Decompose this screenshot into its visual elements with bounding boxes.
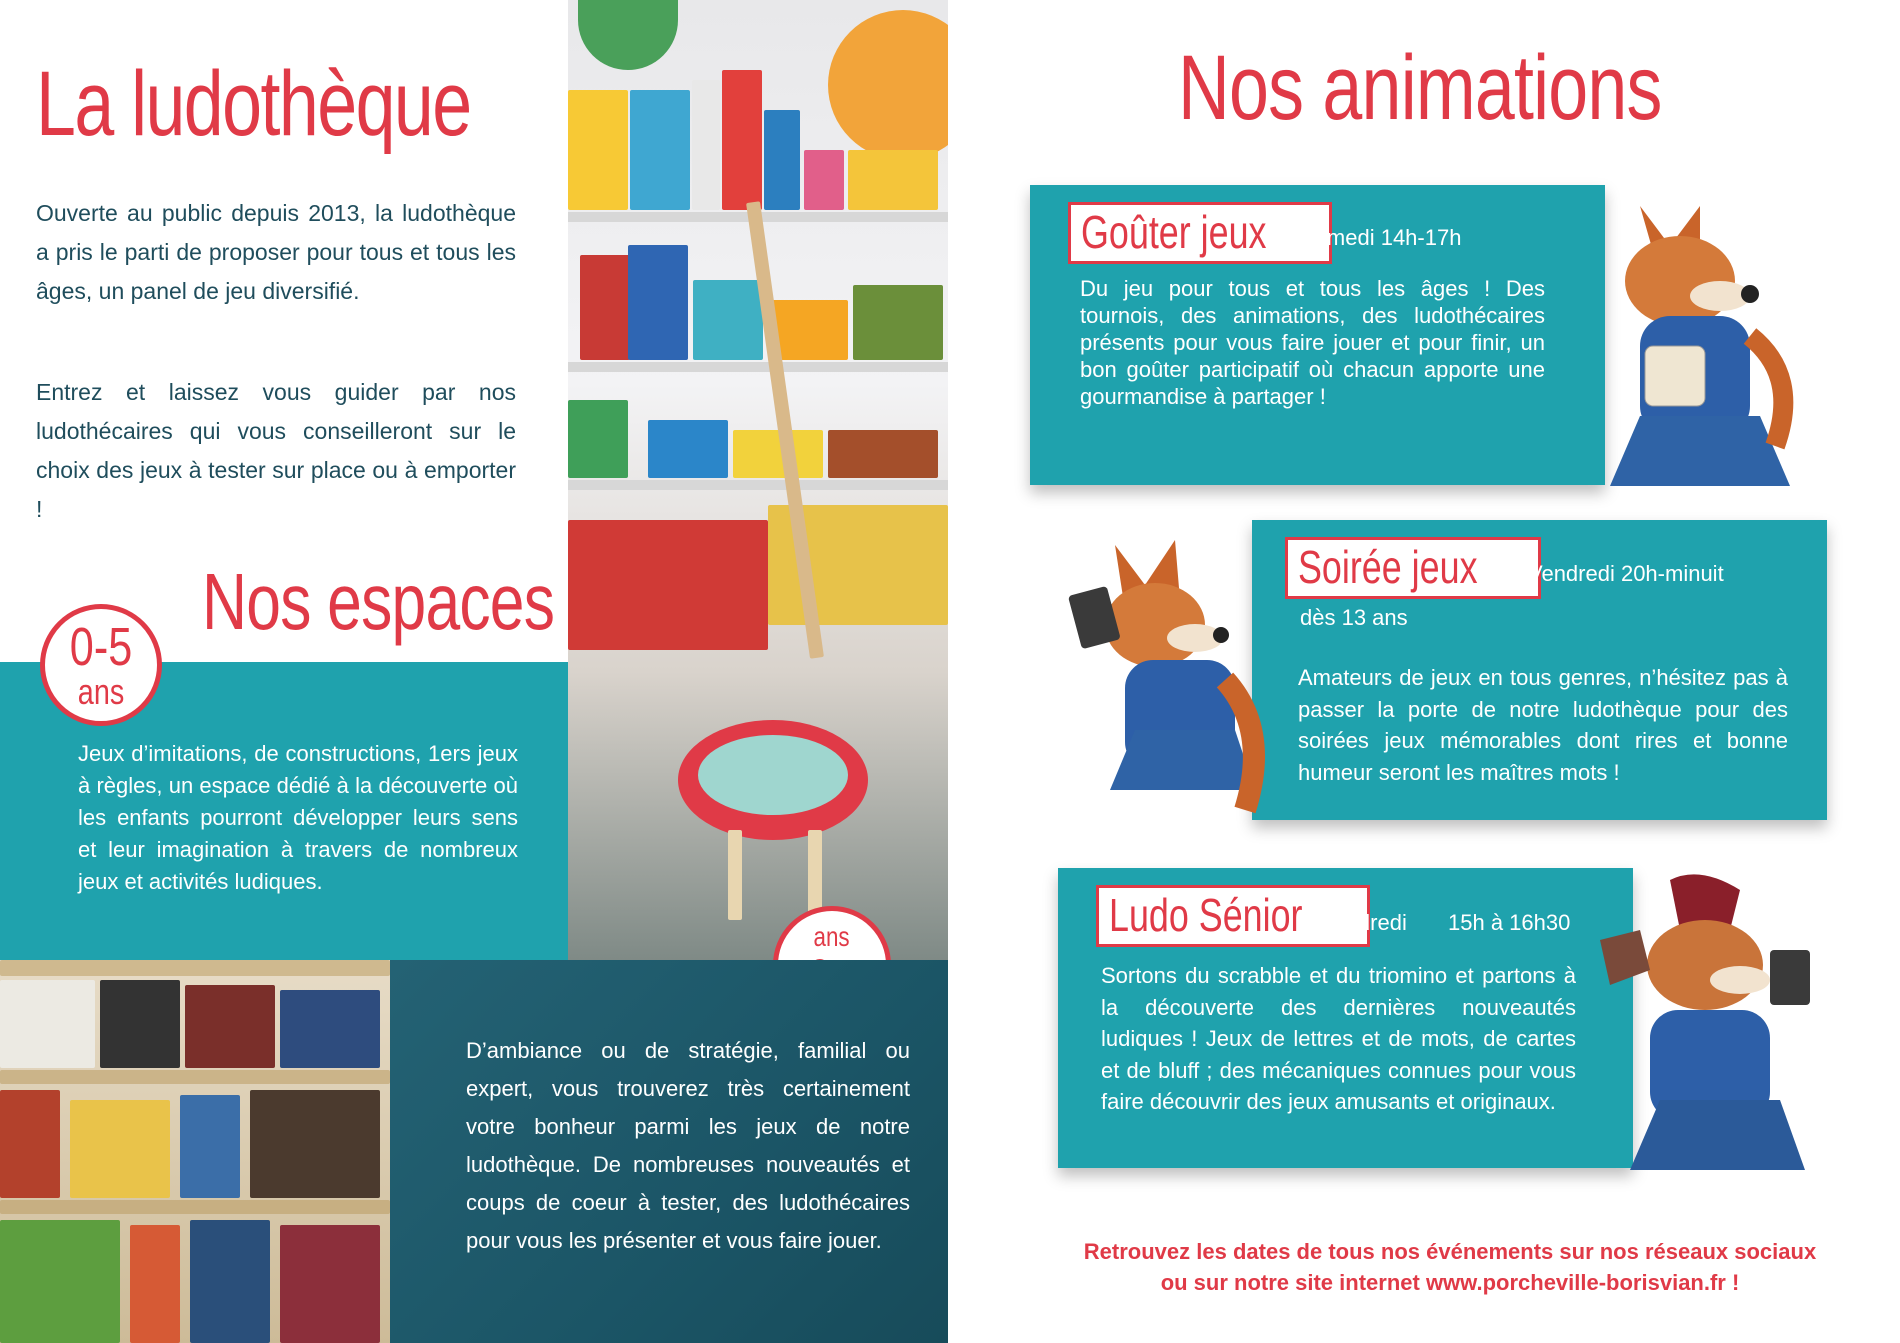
game-box: [804, 150, 844, 210]
soiree-text: Amateurs de jeux en tous genres, n’hésitez pas à passer la porte de notre ludothèque pour des soirées jeux mémorables dont rires et bonne humeur seront les maîtres mots !: [1298, 665, 1788, 785]
guide-paragraph: Entrez et laissez vous guider par nos ludothécaires qui vous conseilleront sur le choix des jeux à tester sur place ou à emporter !: [36, 379, 516, 522]
animations-heading: Nos animations: [1178, 37, 1662, 139]
age-badge-unit: ans: [77, 671, 125, 712]
footer-line-1: Retrouvez les dates de tous nos événements sur nos réseaux sociaux: [1083, 1239, 1817, 1264]
game-box: [568, 400, 628, 478]
game-box: [692, 80, 720, 210]
senior-text: Sortons du scrabble et du triomino et partons à la découverte des dernières nouveautés ludiques ! Jeux de lettres et de mots, de cartes et de bluff ; des mécaniques connues pour vous faire découvrir des jeux amusants et originaux.: [1101, 963, 1576, 1114]
game-box: [764, 110, 800, 210]
game-box: [185, 985, 275, 1068]
game-box: [630, 90, 690, 210]
footer-note: [1010, 1236, 1890, 1298]
intro-paragraph: Ouverte au public depuis 2013, la ludothèque a pris le parti de proposer pour tous et tous les âges, un panel de jeu diversifié.: [36, 200, 516, 304]
green-board-shape: [578, 0, 678, 70]
game-box: [130, 1225, 180, 1343]
game-box: [648, 420, 728, 478]
game-box: [180, 1095, 240, 1198]
game-box: [0, 1090, 60, 1198]
game-box: [70, 1100, 170, 1198]
game-box: [190, 1220, 270, 1343]
espaces-heading: Nos espaces: [202, 557, 555, 646]
shelf-board: [568, 362, 948, 372]
soiree-age: dès 13 ans: [1300, 605, 1408, 630]
game-box: [580, 255, 630, 360]
orange-board-shape: [828, 10, 948, 160]
footer-line-2: ou sur notre site internet www.porcheville-borisvian.fr !: [1160, 1270, 1740, 1295]
senior-schedule-time: 15h à 16h30: [1448, 910, 1571, 935]
age-badge-0-5: [40, 604, 162, 726]
game-box: [693, 280, 763, 360]
gouter-label-text: Goûter jeux: [1081, 206, 1267, 258]
gouter-schedule: Samedi 14h-17h: [1300, 225, 1462, 250]
soiree-schedule: Vendredi 20h-minuit: [1528, 561, 1724, 586]
senior-schedule-day: Vendredi: [1320, 910, 1407, 935]
game-box: [722, 70, 762, 210]
gouter-label: [1068, 202, 1332, 264]
game-box: [0, 980, 95, 1068]
game-box: [828, 430, 938, 478]
game-box: [853, 285, 943, 360]
game-box: [100, 980, 180, 1068]
table-leg: [728, 830, 742, 920]
game-box: [568, 90, 628, 210]
game-box: [848, 150, 938, 210]
soiree-label: [1285, 537, 1541, 599]
game-box: [280, 990, 380, 1068]
shelf-board: [0, 960, 390, 976]
age-badge-unit: ans: [813, 921, 851, 952]
shelves-photo: [568, 0, 948, 960]
shelf-board: [568, 480, 948, 490]
play-table-top: [698, 735, 848, 815]
age-badge-value: 0-5: [69, 617, 133, 677]
fox-mascot-dice-illustration: [1600, 186, 1810, 486]
red-bricks: [568, 520, 768, 650]
young-space-text: Jeux d’imitations, de constructions, 1ers jeux à règles, un espace dédié à la découverte où les enfants pourront développer leurs sens et leur imagination à travers de nombreux jeux et activités ludiques.: [78, 741, 518, 894]
game-box: [250, 1090, 380, 1198]
game-box: [628, 245, 688, 360]
fox-mascot-senior-illustration: [1590, 870, 1820, 1170]
soiree-label-text: Soirée jeux: [1298, 541, 1478, 593]
page-title: La ludothèque: [36, 53, 471, 155]
fox-mascot-cards-illustration: [1055, 530, 1275, 830]
shelf-board: [0, 1070, 390, 1084]
game-box: [0, 1220, 120, 1343]
gouter-text: Du jeu pour tous et tous les âges ! Des tournois, des animations, des ludothécaires présents pour vous faire jouer et pour finir, un bon goûter participatif où chacun apporte une gourmandise à partager !: [1080, 276, 1545, 409]
library-photo: [0, 960, 390, 1343]
shelf-board: [0, 1200, 390, 1214]
senior-label-text: Ludo Sénior: [1109, 889, 1303, 941]
game-box: [280, 1225, 380, 1343]
older-space-text: D’ambiance ou de stratégie, familial ou expert, vous trouverez très certainement votre bonheur parmi les jeux de notre ludothèque. De nombreuses nouveautés et coups de coeur à tester, des ludothécaires pour vous les présenter et vous faire jouer.: [466, 1038, 910, 1253]
